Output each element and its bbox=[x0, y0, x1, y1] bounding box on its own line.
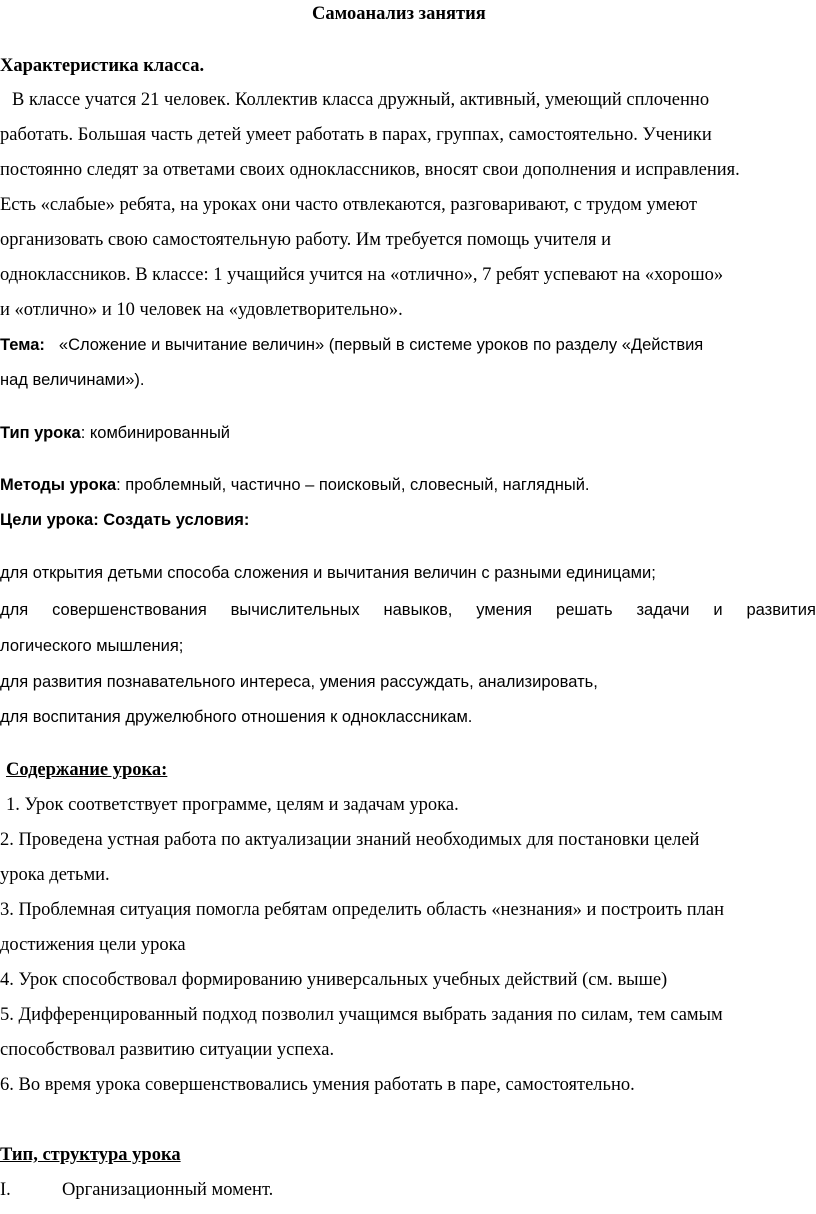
topic-line-2: над величинами»). bbox=[0, 371, 145, 389]
word: решать bbox=[556, 601, 613, 619]
paragraph-line: постоянно следят за ответами своих одноклассников, вносят свои дополнения и исправления. bbox=[0, 160, 740, 180]
content-line: 6. Во время урока совершенствовались умения работать в паре, самостоятельно. bbox=[0, 1075, 635, 1095]
paragraph-line: и «отлично» и 10 человек на «удовлетворительно». bbox=[0, 300, 403, 320]
word: навыков, bbox=[383, 601, 453, 619]
goal-item: для воспитания дружелюбного отношения к одноклассникам. bbox=[0, 708, 473, 726]
lesson-type bbox=[0, 425, 230, 442]
lesson-type-label: Тип урока bbox=[0, 424, 81, 442]
lesson-methods-label: Методы урока bbox=[0, 476, 117, 494]
word: задачи bbox=[636, 601, 690, 619]
topic-line-1 bbox=[0, 337, 703, 354]
word: вычислительных bbox=[230, 601, 360, 619]
goal-item: для развития познавательного интереса, умения рассуждать, анализировать, bbox=[0, 673, 598, 691]
content-line: достижения цели урока bbox=[0, 935, 186, 955]
paragraph-line: работать. Большая часть детей умеет работать в парах, группах, самостоятельно. Ученики bbox=[0, 125, 712, 145]
structure-item-number: I. bbox=[0, 1180, 11, 1200]
structure-heading: Тип, структура урока bbox=[0, 1145, 181, 1165]
paragraph-line: одноклассников. В классе: 1 учащийся учится на «отлично», 7 ребят успевают на «хорошо» bbox=[0, 265, 724, 285]
content-line: 1. Урок соответствует программе, целям и задачам урока. bbox=[6, 795, 459, 815]
content-line: 2. Проведена устная работа по актуализации знаний необходимых для постановки целей bbox=[0, 830, 700, 850]
goal-item-continued: логического мышления; bbox=[0, 637, 184, 655]
word: развития bbox=[746, 601, 816, 619]
document-title: Самоанализ занятия bbox=[312, 4, 486, 24]
paragraph-line: организовать свою самостоятельную работу. Им требуется помощь учителя и bbox=[0, 230, 612, 250]
content-line: способствовал развитию ситуации успеха. bbox=[0, 1040, 335, 1060]
topic-label: Тема: bbox=[0, 336, 45, 354]
goal-item: для открытия детьми способа сложения и вычитания величин с разными единицами; bbox=[0, 564, 656, 582]
goal-item-justified bbox=[0, 602, 816, 619]
content-line: 4. Урок способствовал формированию универсальных учебных действий (см. выше) bbox=[0, 970, 668, 990]
content-line: урока детьми. bbox=[0, 865, 110, 885]
structure-item-text: Организационный момент. bbox=[62, 1180, 274, 1200]
paragraph-line: В классе учатся 21 человек. Коллектив класса дружный, активный, умеющий сплоченно bbox=[12, 90, 710, 110]
topic-text: «Сложение и вычитание величин» (первый в системе уроков по разделу «Действия bbox=[58, 336, 704, 354]
word: для bbox=[0, 601, 29, 619]
content-line: 5. Дифференцированный подход позволил учащимся выбрать задания по силам, тем самым bbox=[0, 1005, 723, 1025]
word: и bbox=[713, 601, 723, 619]
lesson-type-value: : комбинированный bbox=[80, 424, 231, 442]
goals-heading: Цели урока: Создать условия: bbox=[0, 511, 250, 529]
content-line: 3. Проблемная ситуация помогла ребятам определить область «незнания» и построить план bbox=[0, 900, 724, 920]
lesson-methods bbox=[0, 477, 590, 494]
word: совершенствования bbox=[52, 601, 207, 619]
lesson-methods-value: : проблемный, частично – поисковый, словесный, наглядный. bbox=[116, 476, 590, 494]
paragraph-line: Есть «слабые» ребята, на уроках они часто отвлекаются, разговаривают, с трудом умеют bbox=[0, 195, 698, 215]
class-characteristic-heading: Характеристика класса. bbox=[0, 56, 205, 76]
content-heading: Содержание урока: bbox=[6, 760, 168, 780]
word: умения bbox=[476, 601, 533, 619]
